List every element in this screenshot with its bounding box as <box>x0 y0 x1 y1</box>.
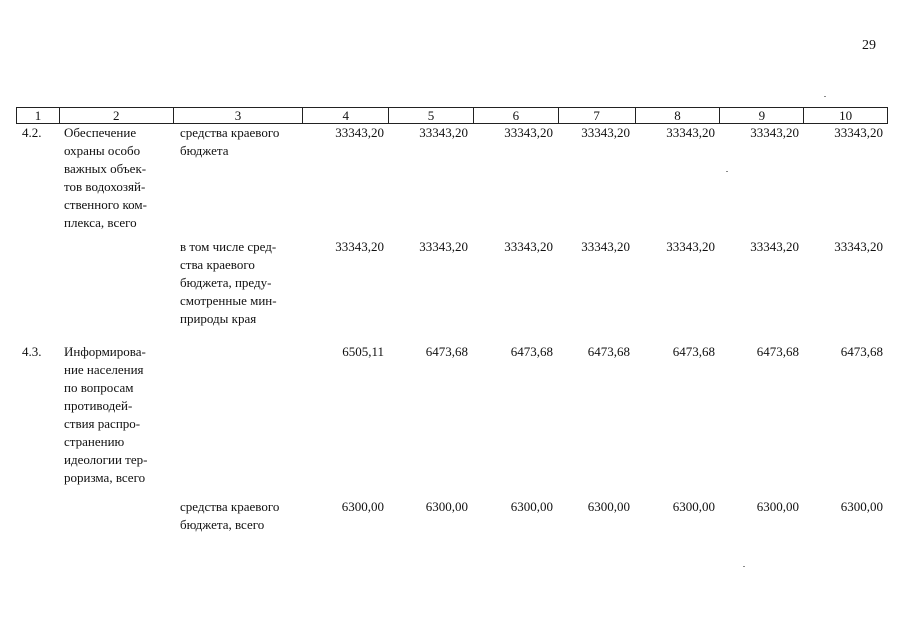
table-header-row <box>16 107 888 124</box>
value-col-5: 33343,20 <box>419 125 468 140</box>
row-source-line: смотренные мин- <box>180 293 277 308</box>
scan-speck <box>726 171 728 172</box>
value-col-9: 33343,20 <box>750 239 799 254</box>
value-col-10: 33343,20 <box>834 125 883 140</box>
value-col-7: 33343,20 <box>581 125 630 140</box>
row-name-line: важных объек- <box>64 161 147 176</box>
value-col-10: 33343,20 <box>834 239 883 254</box>
header-col-6: 6 <box>473 108 558 123</box>
row-source <box>180 238 300 328</box>
value-col-9: 6300,00 <box>756 499 799 514</box>
value-col-7: 6300,00 <box>587 499 630 514</box>
row-source-line: бюджета, преду- <box>180 275 272 290</box>
row-name-line: идеологии тер- <box>64 452 148 467</box>
row-source <box>180 124 300 160</box>
row-name-line: тов водохозяй- <box>64 179 146 194</box>
row-name-line: ственного ком- <box>64 197 147 212</box>
value-col-8: 33343,20 <box>666 125 715 140</box>
header-col-10: 10 <box>803 108 887 123</box>
header-col-3: 3 <box>173 108 303 123</box>
row-name-line: ние населения <box>64 362 144 377</box>
value-col-4: 33343,20 <box>335 239 384 254</box>
row-name-line: охраны особо <box>64 143 141 158</box>
header-col-9: 9 <box>719 108 803 123</box>
value-col-4: 6505,11 <box>342 344 384 359</box>
row-source-line: в том числе сред- <box>180 239 277 254</box>
value-col-10: 6473,68 <box>840 344 883 359</box>
row-name-line: противодей- <box>64 398 133 413</box>
row-id: 4.2. <box>22 125 42 140</box>
row-name-line: Обеспечение <box>64 125 137 140</box>
row-name-line: ствия распро- <box>64 416 141 431</box>
header-col-8: 8 <box>635 108 720 123</box>
row-source-line: средства краевого <box>180 499 280 514</box>
row-source-line: бюджета <box>180 143 229 158</box>
header-col-7: 7 <box>558 108 635 123</box>
scan-speck <box>743 566 745 567</box>
row-name-line: странению <box>64 434 125 449</box>
value-col-6: 6473,68 <box>510 344 553 359</box>
value-col-9: 6473,68 <box>756 344 799 359</box>
header-col-2: 2 <box>59 108 173 123</box>
page-number: 29 <box>862 38 876 53</box>
value-col-8: 33343,20 <box>666 239 715 254</box>
value-col-6: 33343,20 <box>504 239 553 254</box>
scan-speck <box>824 96 826 97</box>
row-source-line: бюджета, всего <box>180 517 265 532</box>
row-source <box>180 498 300 534</box>
value-col-5: 6300,00 <box>425 499 468 514</box>
row-name-line: Информирова- <box>64 344 146 359</box>
row-name <box>64 343 168 487</box>
row-source-line: природы края <box>180 311 257 326</box>
value-col-7: 33343,20 <box>581 239 630 254</box>
row-source-line: средства краевого <box>180 125 280 140</box>
value-col-7: 6473,68 <box>587 344 630 359</box>
value-col-5: 6473,68 <box>425 344 468 359</box>
row-name-line: по вопросам <box>64 380 134 395</box>
value-col-6: 33343,20 <box>504 125 553 140</box>
value-col-9: 33343,20 <box>750 125 799 140</box>
value-col-10: 6300,00 <box>840 499 883 514</box>
value-col-5: 33343,20 <box>419 239 468 254</box>
value-col-6: 6300,00 <box>510 499 553 514</box>
value-col-4: 33343,20 <box>335 125 384 140</box>
row-name-line: плекса, всего <box>64 215 137 230</box>
header-col-1: 1 <box>34 108 42 123</box>
header-col-5: 5 <box>388 108 473 123</box>
row-name <box>64 124 168 232</box>
row-id: 4.3. <box>22 344 42 359</box>
value-col-8: 6300,00 <box>672 499 715 514</box>
value-col-4: 6300,00 <box>341 499 384 514</box>
value-col-8: 6473,68 <box>672 344 715 359</box>
header-col-4: 4 <box>302 108 388 123</box>
row-source-line: ства краевого <box>180 257 255 272</box>
row-name-line: роризма, всего <box>64 470 146 485</box>
